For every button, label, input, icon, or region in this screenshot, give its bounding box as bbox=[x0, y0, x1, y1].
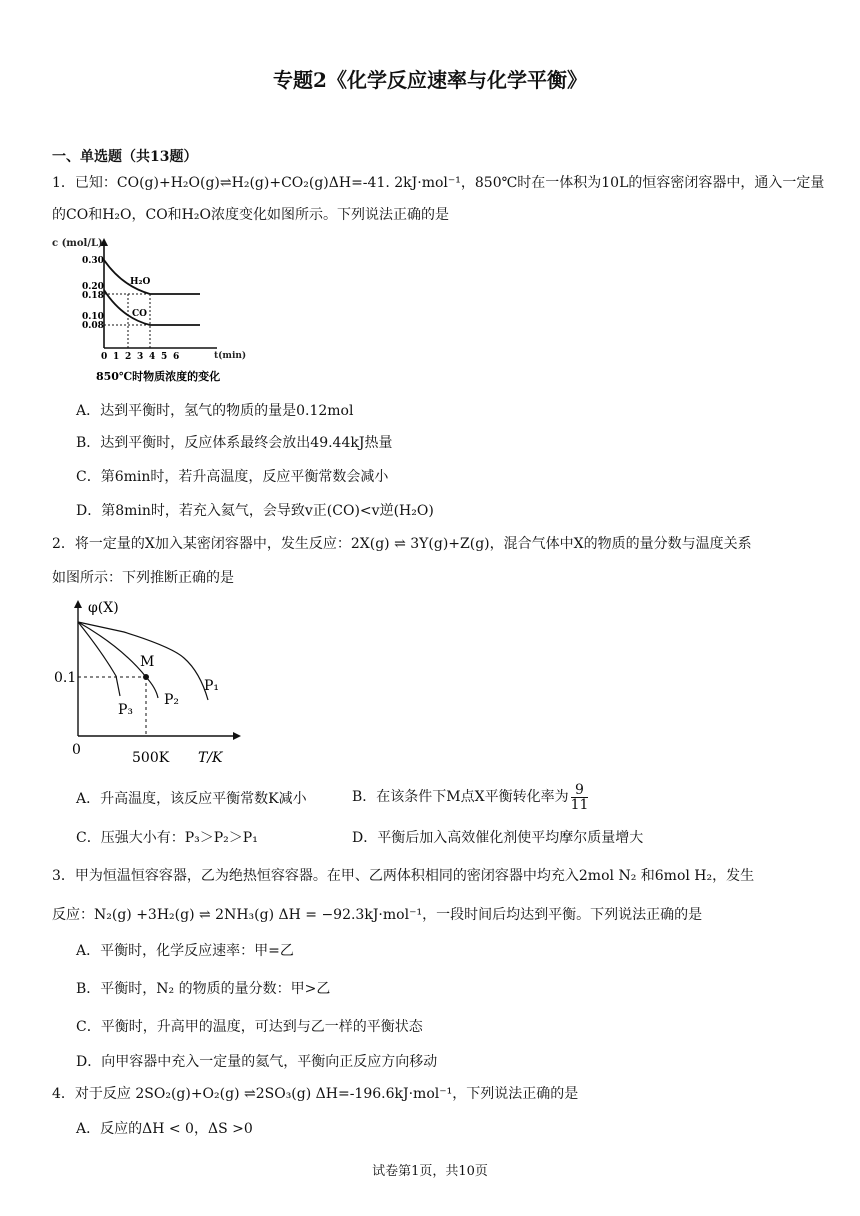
q1-concentration-chart bbox=[52, 234, 272, 386]
q2-option-b-text: B．在该条件下M点X平衡转化率为 bbox=[352, 789, 569, 805]
q1-option-d: D．第8min时，若充入氦气，会导致v正(CO)<v逆(H₂O) bbox=[76, 503, 434, 519]
q1-xtick: 4 bbox=[149, 352, 156, 362]
fraction-denominator: 11 bbox=[570, 796, 589, 813]
q2-text-line1: 2．将一定量的X加入某密闭容器中，发生反应：2X(g) ⇌ 3Y(g)+Z(g)，混合气体中X的物质的量分数与温度关系 bbox=[52, 536, 752, 552]
q2-text-line2: 如图所示：下列推断正确的是 bbox=[52, 570, 234, 586]
q1-series-h2o bbox=[104, 260, 200, 294]
q3-option-d: D．向甲容器中充入一定量的氦气，平衡向正反应方向移动 bbox=[76, 1054, 438, 1070]
q4-option-a: A．反应的ΔH < 0，ΔS >0 bbox=[76, 1121, 253, 1137]
q1-xtick: 3 bbox=[137, 352, 144, 362]
q2-mole-fraction-chart bbox=[52, 592, 242, 770]
q1-series-label: H₂O bbox=[130, 277, 151, 287]
fraction-numerator: 9 bbox=[571, 783, 589, 798]
q1-chart-caption: 850℃时物质浓度的变化 bbox=[96, 370, 221, 383]
q1-ytick: 0.10 bbox=[82, 312, 104, 322]
q2-y-arrow bbox=[74, 600, 82, 608]
q1-option-c: C．第6min时，若升高温度，反应平衡常数会减小 bbox=[76, 469, 389, 485]
q2-option-c: C．压强大小有：P₃＞P₂＞P₁ bbox=[76, 830, 258, 846]
q3-text-line1: 3．甲为恒温恒容容器，乙为绝热恒容容器。在甲、乙两体积相同的密闭容器中均充入2mol N₂ 和6mol H₂，发生 bbox=[52, 868, 755, 884]
q2-x-arrow bbox=[233, 732, 241, 740]
q3-option-a: A．平衡时，化学反应速率：甲=乙 bbox=[76, 943, 294, 959]
q3-option-b: B．平衡时，N₂ 的物质的量分数：甲>乙 bbox=[76, 981, 331, 997]
q2-point-label: M bbox=[140, 654, 155, 670]
q2-y-label: φ(X) bbox=[88, 600, 119, 616]
q2-curve-p3 bbox=[78, 622, 120, 696]
q2-option-b bbox=[352, 777, 588, 817]
q1-ytick: 0.18 bbox=[82, 291, 104, 301]
q2-x-label: T/K bbox=[198, 750, 223, 766]
q1-text-line1: 1．已知：CO(g)+H₂O(g)⇌H₂(g)+CO₂(g)ΔH=-41. 2kJ·mol⁻¹，850℃时在一体积为10L的恒容密闭容器中，通入一定量 bbox=[52, 175, 825, 191]
q1-series-label: CO bbox=[132, 309, 148, 319]
q1-text-line2: 的CO和H₂O，CO和H₂O浓度变化如图所示。下列说法正确的是 bbox=[52, 207, 449, 223]
q1-ytick: 0.20 bbox=[82, 282, 104, 292]
q1-xtick: 0 bbox=[101, 352, 108, 362]
q1-xtick: 1 bbox=[113, 352, 120, 362]
q2-option-d: D．平衡后加入高效催化剂使平均摩尔质量增大 bbox=[352, 830, 644, 846]
q4-text-line1: 4．对于反应 2SO₂(g)+O₂(g) ⇌2SO₃(g) ΔH=-196.6kJ·mol⁻¹，下列说法正确的是 bbox=[52, 1086, 579, 1102]
q1-ytick: 0.30 bbox=[82, 256, 104, 266]
q1-xtick: 5 bbox=[161, 352, 168, 362]
q2-x-tick: 500K bbox=[132, 750, 170, 766]
page-footer: 试卷第1页，共10页 bbox=[372, 1164, 488, 1179]
q1-xtick: 6 bbox=[173, 352, 180, 362]
q2-option-b-fraction bbox=[571, 783, 589, 812]
q2-point-m bbox=[143, 674, 149, 680]
q2-series-label: P₂ bbox=[164, 692, 180, 708]
q2-origin: 0 bbox=[72, 742, 81, 758]
q1-x-label: t(min) bbox=[214, 351, 247, 361]
q2-y-tick: 0.1 bbox=[54, 670, 77, 686]
section-heading: 一、单选题（共13题） bbox=[52, 149, 198, 165]
q1-ytick: 0.08 bbox=[82, 321, 104, 331]
q1-y-label: c (mol/L) bbox=[52, 238, 103, 249]
q1-option-b: B．达到平衡时，反应体系最终会放出49.44kJ热量 bbox=[76, 435, 393, 451]
page-title: 专题2《化学反应速率与化学平衡》 bbox=[273, 68, 587, 92]
q2-series-label: P₃ bbox=[118, 702, 134, 718]
q3-text-line2: 反应：N₂(g) +3H₂(g) ⇌ 2NH₃(g) ΔH = −92.3kJ·mol⁻¹，一段时间后均达到平衡。下列说法正确的是 bbox=[52, 907, 703, 923]
q1-option-a: A．达到平衡时，氢气的物质的量是0.12mol bbox=[76, 403, 354, 419]
q3-option-c: C．平衡时，升高甲的温度，可达到与乙一样的平衡状态 bbox=[76, 1019, 423, 1035]
q1-xtick: 2 bbox=[125, 352, 132, 362]
q2-series-label: P₁ bbox=[204, 678, 220, 694]
q1-series-co bbox=[104, 290, 200, 325]
q2-option-a: A．升高温度，该反应平衡常数K减小 bbox=[76, 791, 307, 807]
